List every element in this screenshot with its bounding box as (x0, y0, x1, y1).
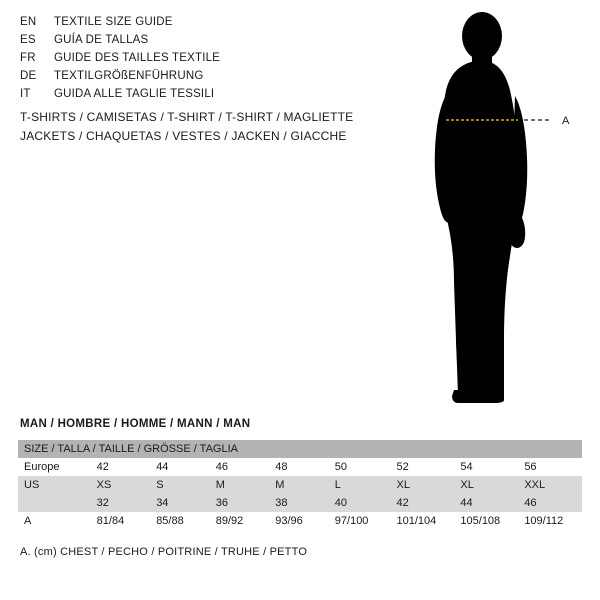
language-list (20, 16, 400, 106)
language-code: DE (20, 70, 37, 82)
measure-label-a: A (562, 115, 570, 127)
table-row (18, 494, 582, 512)
language-title: GUIDA ALLE TAGLIE TESSILI (54, 88, 215, 100)
language-row (20, 52, 400, 70)
table-row (18, 512, 582, 530)
row-cell: L (334, 479, 341, 491)
row-cell: 81/84 (96, 515, 125, 527)
row-cell: XL (460, 479, 474, 491)
language-title: TEXTILE SIZE GUIDE (54, 16, 173, 28)
row-cell: 42 (396, 497, 409, 509)
row-cell: 105/108 (460, 515, 501, 527)
row-cell: 46 (524, 497, 537, 509)
row-cell: XXL (524, 479, 546, 491)
row-cell: 97/100 (334, 515, 369, 527)
category-list (20, 110, 420, 148)
language-row (20, 88, 400, 106)
row-cell: XL (396, 479, 410, 491)
silhouette-icon (400, 10, 590, 410)
language-code: ES (20, 34, 36, 46)
size-table (18, 440, 582, 530)
row-label: US (24, 479, 40, 491)
row-cell: 56 (524, 461, 537, 473)
language-title: GUIDE DES TAILLES TEXTILE (54, 52, 221, 64)
table-row (18, 458, 582, 476)
row-cell: 101/104 (396, 515, 437, 527)
row-cell: M (215, 479, 225, 491)
language-title: TEXTILGRÖßENFÜHRUNG (54, 70, 204, 82)
row-label: A (24, 515, 32, 527)
row-cell: 50 (334, 461, 348, 473)
row-cell: 93/96 (275, 515, 303, 527)
row-cell: 44 (460, 497, 473, 509)
language-code: FR (20, 52, 36, 64)
language-row (20, 16, 400, 34)
row-cell: S (156, 479, 164, 491)
row-cell: 46 (215, 461, 228, 473)
row-cell: 34 (156, 497, 169, 509)
row-label (18, 494, 91, 512)
language-row (20, 34, 400, 52)
table-row (18, 476, 582, 494)
row-cell: XS (96, 479, 112, 491)
table-title: MAN / HOMBRE / HOMME / MANN / MAN (20, 418, 251, 430)
row-cell: 36 (215, 497, 228, 509)
row-cell: 32 (96, 497, 109, 509)
language-code: EN (20, 16, 37, 28)
man-silhouette-figure (400, 10, 590, 410)
language-row (20, 70, 400, 88)
row-cell: 89/92 (215, 515, 244, 527)
language-title: GUÍA DE TALLAS (54, 34, 149, 46)
row-cell: 40 (334, 497, 348, 509)
row-cell: 109/112 (524, 515, 564, 527)
row-cell: 48 (275, 461, 288, 473)
row-cell: 42 (96, 461, 109, 473)
category-jackets: JACKETS / CHAQUETAS / VESTES / JACKEN / GIACCHE (20, 129, 347, 143)
category-tshirts: T-SHIRTS / CAMISETAS / T-SHIRT / T-SHIRT / MAGLIETTE (20, 110, 354, 124)
row-cell: 52 (396, 461, 409, 473)
table-header-row (18, 440, 582, 458)
row-cell: 44 (156, 461, 169, 473)
language-code: IT (20, 88, 31, 100)
row-cell: 85/88 (156, 515, 184, 527)
row-cell: 38 (275, 497, 288, 509)
row-label: Europe (24, 461, 60, 473)
footnote: A. (cm) CHEST / PECHO / POITRINE / TRUHE / PETTO (20, 546, 308, 558)
row-cell: M (275, 479, 285, 491)
table-header-label: SIZE / TALLA / TAILLE / GRÖSSE / TAGLIA (24, 443, 238, 455)
row-cell: 54 (460, 461, 473, 473)
